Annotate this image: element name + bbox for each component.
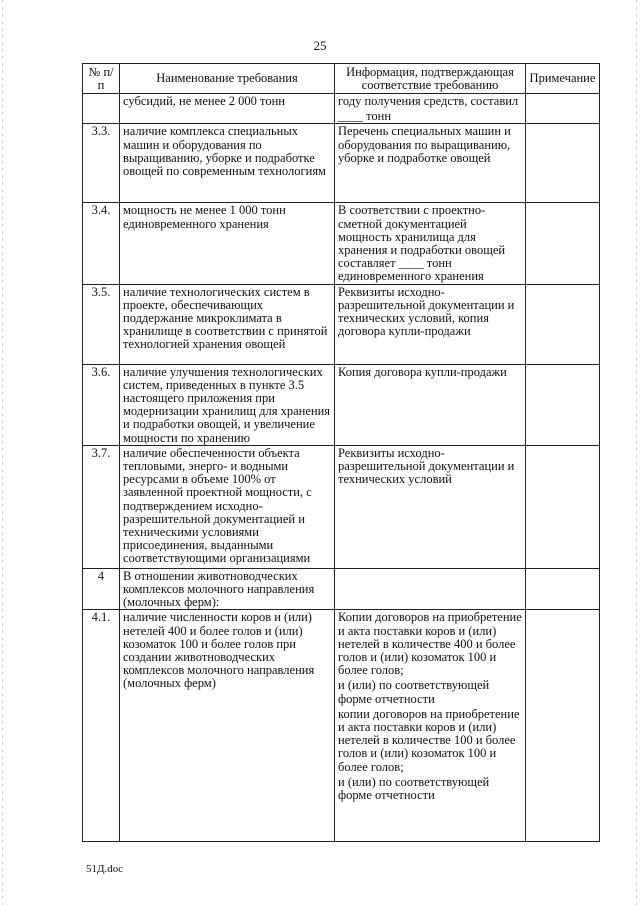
requirement-name: наличие улучшения технологических систем, приведенных в пункте 3.5 настоящего приложения при модернизации хранилищ для хранения и подработки овощей, и увеличение мощности по хранению [120, 364, 335, 445]
table-row [83, 445, 600, 568]
table-row [83, 284, 600, 364]
confirmation-info [335, 364, 526, 445]
table-row [83, 124, 600, 203]
requirement-name: наличие обеспеченности объекта тепловыми, энерго- и водными ресурсами в объеме 100% от заявленной проектной мощности, с подтверждением исходно-разрешительной документацией и техническими условиями присоединения, выданными соответствующими организациями [120, 445, 335, 568]
note [526, 445, 600, 568]
info-paragraph: году получения средств, составил [338, 94, 519, 108]
info-paragraph: ____ тонн [338, 109, 392, 124]
info-paragraph: Реквизиты исходно-разрешительной документации и технических условий, копия договора купли-продажи [338, 284, 515, 339]
note [526, 203, 600, 284]
info-paragraph: и (или) по соответствующей форме отчетности [338, 774, 490, 803]
table-row [83, 364, 600, 445]
note [526, 568, 600, 610]
row-number: 3.6. [83, 364, 120, 445]
note [526, 94, 600, 124]
row-number [83, 94, 120, 124]
row-number: 3.7. [83, 445, 120, 568]
table-body [83, 94, 600, 842]
note [526, 124, 600, 203]
confirmation-info [335, 284, 526, 364]
table-row [83, 94, 600, 124]
table-row [83, 610, 600, 842]
scan-edge-right [636, 0, 637, 905]
confirmation-info [335, 94, 526, 124]
note [526, 610, 600, 842]
requirement-name: наличие технологических систем в проекте, обеспечивающих поддержание микроклимата в хранилище в соответствии с принятой технологией хранения овощей [120, 284, 335, 364]
info-paragraph: Перечень специальных машин и оборудования по выращиванию, уборке и подработке овощей [338, 124, 511, 165]
info-paragraph: Копия договора купли-продажи [338, 364, 507, 379]
header-note: Примечание [526, 64, 600, 94]
row-number: 4.1. [83, 610, 120, 842]
note [526, 364, 600, 445]
row-number: 4 [83, 568, 120, 610]
scan-edge-left [2, 0, 3, 905]
info-paragraph: копии договоров на приобретение и акта поставки коров и (или) нетелей в количестве 100 и более голов и (или) козоматок 100 и более голов; [338, 706, 520, 774]
info-paragraph: и (или) по соответствующей форме отчетности [338, 678, 490, 706]
info-paragraph: Реквизиты исходно-разрешительной документации и технических условий [338, 445, 515, 487]
note [526, 284, 600, 364]
row-number: 3.5. [83, 284, 120, 364]
row-number: 3.4. [83, 203, 120, 284]
table-row [83, 568, 600, 610]
confirmation-info [335, 203, 526, 284]
table-row [83, 203, 600, 284]
requirement-name: субсидий, не менее 2 000 тонн [120, 94, 335, 124]
header-info: Информация, подтверждающая соответствие требованию [335, 64, 526, 94]
table-header-row [83, 64, 600, 94]
row-number: 3.3. [83, 124, 120, 203]
header-name: Наименование требования [120, 64, 335, 94]
confirmation-info [335, 124, 526, 203]
header-num: № п/п [83, 64, 120, 94]
footer-filename: 51Д.doc [86, 863, 124, 875]
info-paragraph: Копии договоров на приобретение и акта поставки коров и (или) нетелей в количестве 400 и более голов и (или) козоматок 100 и более голов; [338, 610, 522, 678]
requirement-name: В отношении животноводческих комплексов молочного направления (молочных ферм): [120, 568, 335, 610]
confirmation-info [335, 568, 526, 610]
confirmation-info [335, 445, 526, 568]
requirement-name: наличие комплекса специальных машин и оборудования по выращиванию, уборке и подработке овощей по современным технологиям [120, 124, 335, 203]
requirements-table [82, 63, 600, 842]
confirmation-info [335, 610, 526, 842]
requirement-name: наличие численности коров и (или) нетелей 400 и более голов и (или) козоматок 100 и более голов при создании животноводческих комплексов молочного направления (молочных ферм) [120, 610, 335, 842]
info-paragraph: В соответствии с проектно-сметной документацией мощность хранилища для хранения и подработки овощей составляет ____ тонн единовременного хранения [338, 203, 506, 284]
page-number: 25 [313, 38, 327, 53]
requirement-name: мощность не менее 1 000 тонн единовременного хранения [120, 203, 335, 284]
